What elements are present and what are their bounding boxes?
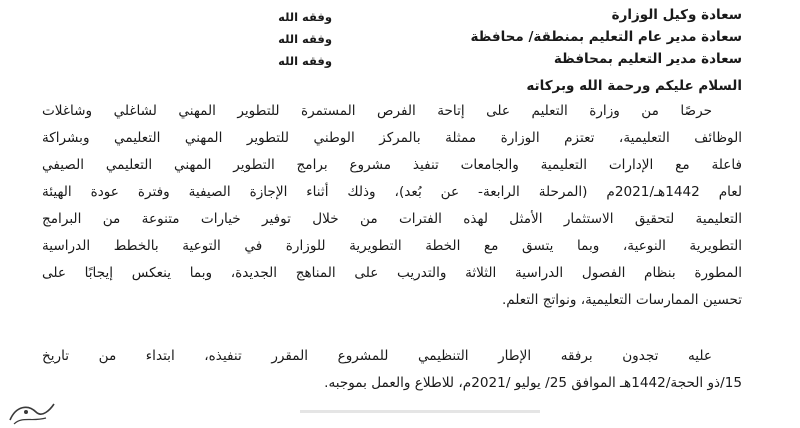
paragraph-line: تحسين الممارسات التعليمية، ونواتج التعلم. [501, 292, 742, 308]
body-paragraph-1 [42, 98, 742, 314]
paragraph-line: الوظائف التعليمية، تعتزم الوزارة ممثلة بالمركز الوطني للتطوير المهني التعليمي وبشراكة [42, 130, 742, 146]
recipient-line: سعادة مدير التعليم بمحافظة [553, 51, 742, 67]
paragraph-line: فاعلة مع الإدارات التعليمية والجامعات تنفيذ مشروع برامج التطوير المهني التعليمي الصيفي [42, 157, 742, 173]
blessing-line: وفقه الله [278, 32, 332, 46]
paragraph-line: حرصًا من وزارة التعليم على إتاحة الفرص المستمرة للتطوير المهني لشاغلي وشاغلات [42, 103, 712, 119]
paragraph-line: 15/ذو الحجة/1442هـ الموافق 25/ يوليو /2021م، للاطلاع والعمل بموجبه. [324, 375, 742, 391]
blessings-block [212, 6, 332, 72]
recipient-line: سعادة مدير عام التعليم بمنطقة/ محافظة [470, 29, 742, 45]
recipient-line: سعادة وكيل الوزارة [611, 7, 742, 23]
paragraph-line: عليه تجدون برفقه الإطار التنظيمي للمشروع المقرر تنفيذه، ابتداء من تاريخ [42, 348, 712, 364]
body-paragraph-2 [42, 343, 742, 397]
recipients-block [322, 4, 742, 70]
paragraph-line: التعليمية لتحقيق الاستثمار الأمثل لهذه الفترات من خلال توفير خيارات متنوعة من البرامج [42, 211, 742, 227]
paragraph-line: لعام 1442هـ/2021م (المرحلة الرابعة- عن بُعد)، وذلك أثناء الإجازة الصيفية وفترة عودة الهيئة [42, 184, 742, 200]
blessing-line: وفقه الله [278, 10, 332, 24]
signature-stamp-icon [6, 398, 58, 428]
faded-footer-mark [300, 404, 540, 418]
greeting: السلام عليكم ورحمة الله وبركاته [526, 78, 742, 94]
paragraph-line: التطويرية النوعية، وبما يتسق مع الخطة التطويرية للوزارة في التوعية بالخطط الدراسية [42, 238, 742, 254]
paragraph-line: المطورة بنظام الفصول الدراسية الثلاثة والتدريب على المناهج الجديدة، وبما ينعكس إيجابًا على [42, 265, 742, 281]
blessing-line: وفقه الله [278, 54, 332, 68]
